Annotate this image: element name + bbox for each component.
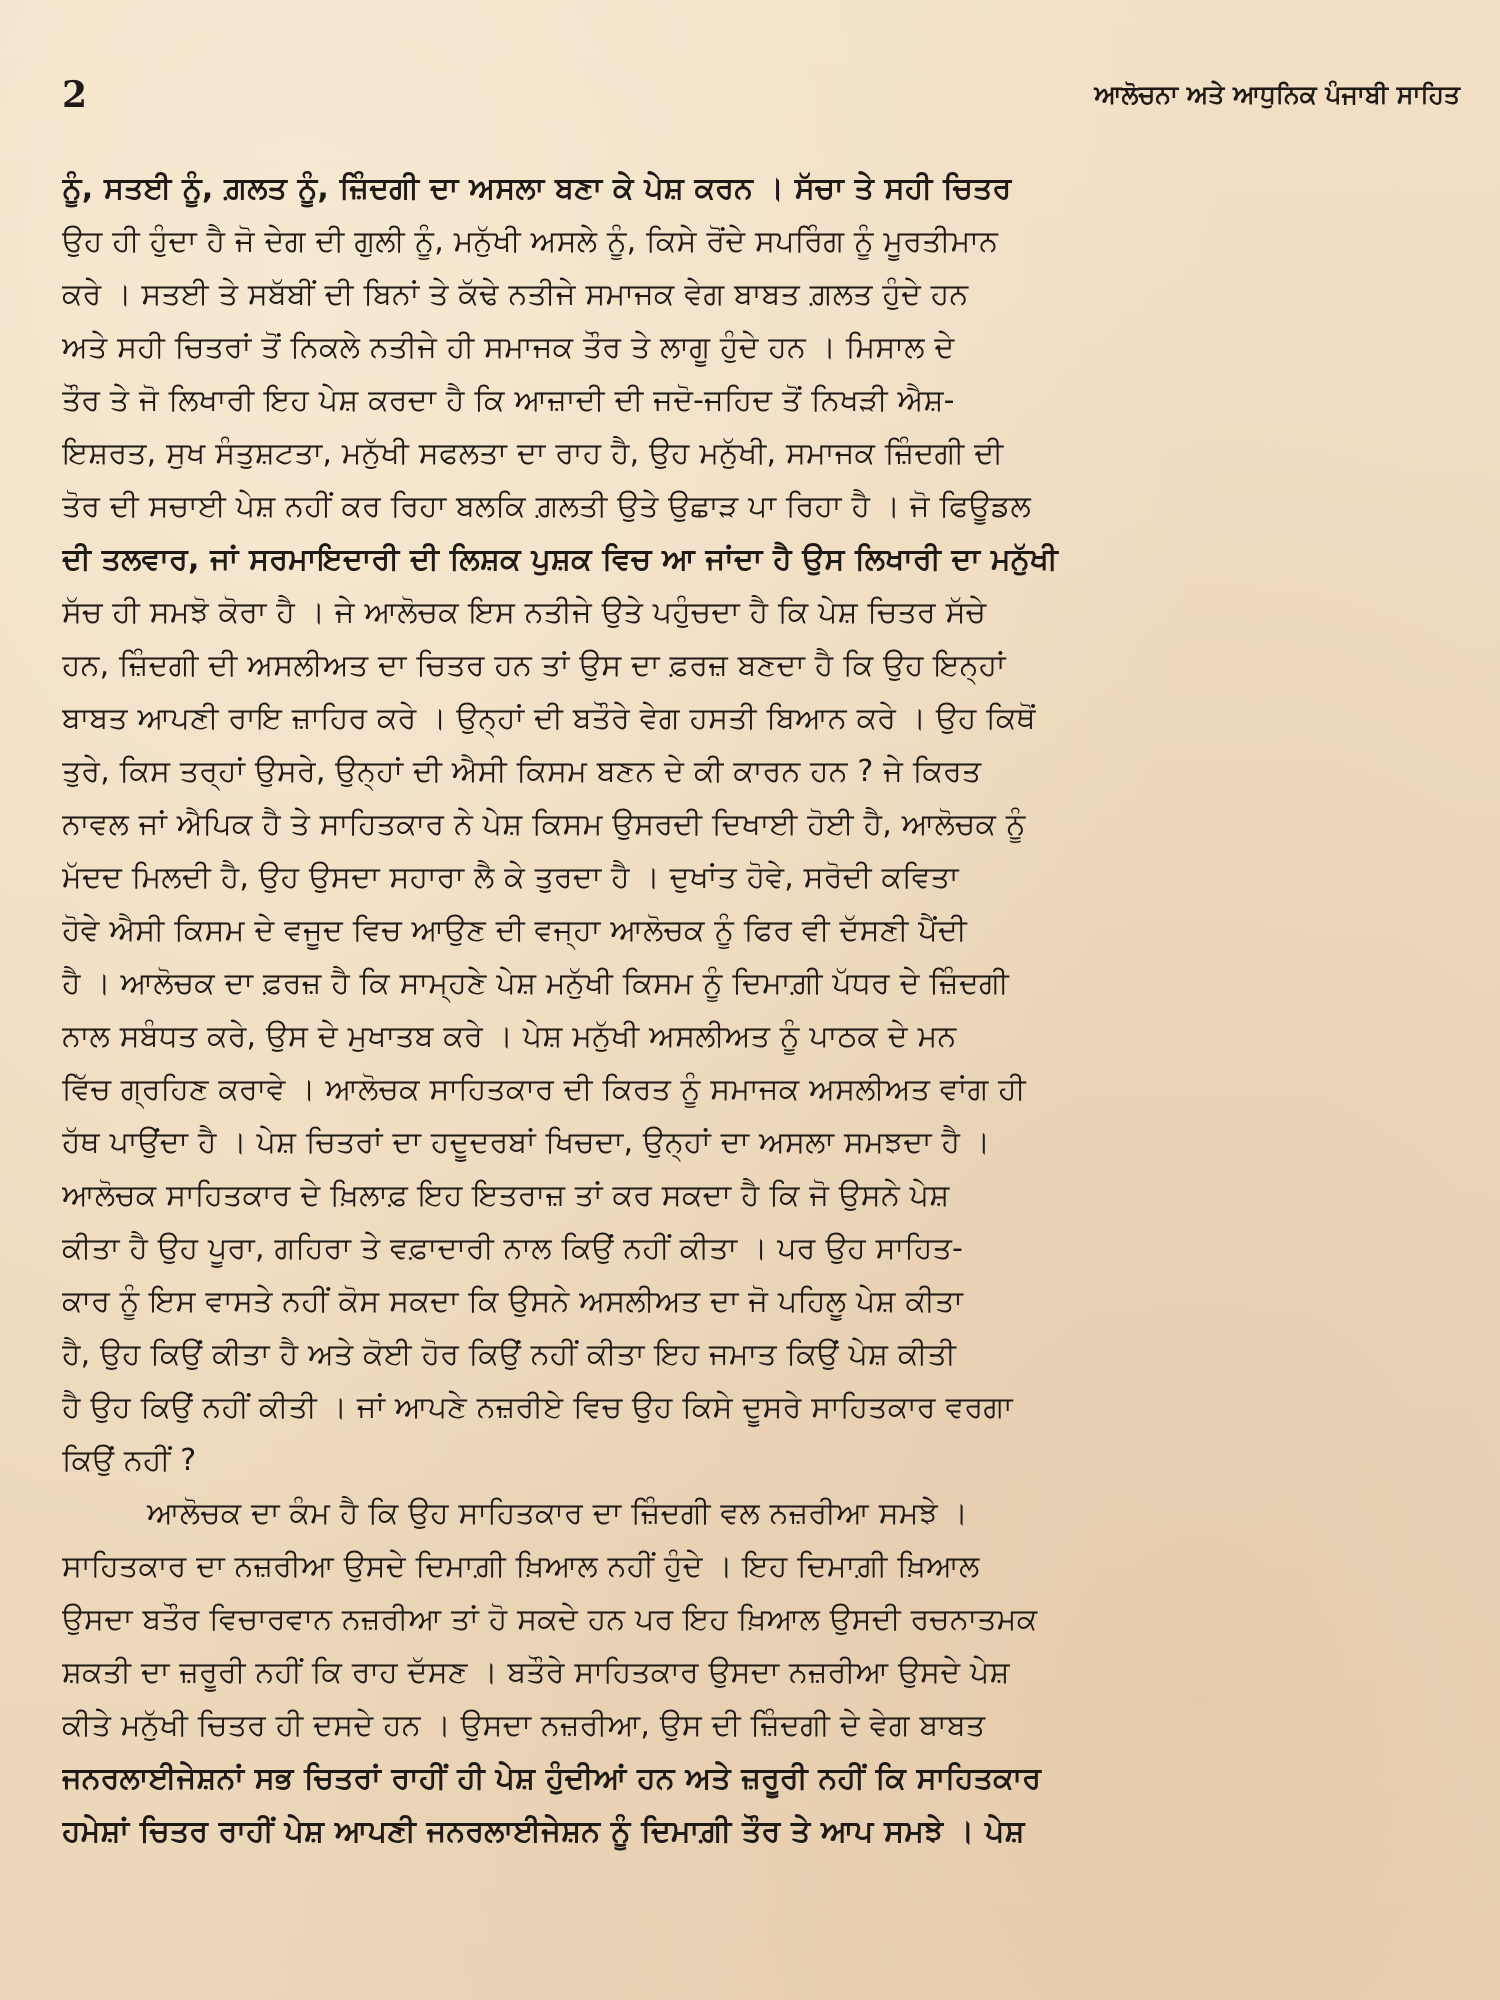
text-line: ਹੋਵੇ ਐਸੀ ਕਿਸਮ ਦੇ ਵਜੂਦ ਵਿਚ ਆਉਣ ਦੀ ਵਜ੍ਹਾ ਆਲੋਚਕ ਨੂੰ ਫਿਰ ਵੀ ਦੱਸਣੀ ਪੈਂਦੀ: [62, 913, 967, 948]
text-line: ਉਹ ਹੀ ਹੁੰਦਾ ਹੈ ਜੋ ਦੇਗ ਦੀ ਗੁਲੀ ਨੂੰ, ਮਨੁੱਖੀ ਅਸਲੇ ਨੂੰ, ਕਿਸੇ ਰੋਂਦੇ ਸਪਰਿੰਗ ਨੂੰ ਮੂਰਤੀਮਾਨ: [62, 224, 999, 259]
text-line: ਬਾਬਤ ਆਪਣੀ ਰਾਇ ਜ਼ਾਹਿਰ ਕਰੇ । ਉਨ੍ਹਾਂ ਦੀ ਬਤੌਰੇ ਵੇਗ ਹਸਤੀ ਬਿਆਨ ਕਰੇ । ਉਹ ਕਿਥੋਂ: [62, 701, 1036, 736]
text-line: ਇਸ਼ਰਤ, ਸੁਖ ਸੰਤੁਸ਼ਟਤਾ, ਮਨੁੱਖੀ ਸਫਲਤਾ ਦਾ ਰਾਹ ਹੈ, ਉਹ ਮਨੁੱਖੀ, ਸਮਾਜਕ ਜ਼ਿੰਦਗੀ ਦੀ: [62, 436, 1004, 471]
text-line: ਆਲੋਚਕ ਦਾ ਕੰਮ ਹੈ ਕਿ ਉਹ ਸਾਹਿਤਕਾਰ ਦਾ ਜ਼ਿੰਦਗੀ ਵਲ ਨਜ਼ਰੀਆ ਸਮਝੇ ।: [147, 1496, 969, 1531]
text-line: ਹਮੇਸ਼ਾਂ ਚਿਤਰ ਰਾਹੀਂ ਪੇਸ਼ ਆਪਣੀ ਜਨਰਲਾਈਜੇਸ਼ਨ ਨੂੰ ਦਿਮਾਗ਼ੀ ਤੌਰ ਤੇ ਆਪ ਸਮਝੇ । ਪੇਸ਼: [62, 1814, 1025, 1849]
text-line: ਤੋਰ ਦੀ ਸਚਾਈ ਪੇਸ਼ ਨਹੀਂ ਕਰ ਰਿਹਾ ਬਲਕਿ ਗ਼ਲਤੀ ਉਤੇ ਉਛਾੜ ਪਾ ਰਿਹਾ ਹੈ । ਜੋ ਫਿਊਡਲ: [62, 489, 1031, 524]
running-title: ਆਲੋਚਨਾ ਅਤੇ ਆਧੁਨਿਕ ਪੰਜਾਬੀ ਸਾਹਿਤ: [1094, 80, 1460, 109]
text-line: ਮੱਦਦ ਮਿਲਦੀ ਹੈ, ਉਹ ਉਸਦਾ ਸਹਾਰਾ ਲੈ ਕੇ ਤੁਰਦਾ ਹੈ । ਦੁਖਾਂਤ ਹੋਵੇ, ਸਰੋਦੀ ਕਵਿਤਾ: [62, 860, 959, 895]
text-line: ਹੈ । ਆਲੋਚਕ ਦਾ ਫ਼ਰਜ਼ ਹੈ ਕਿ ਸਾਮ੍ਹਣੇ ਪੇਸ਼ ਮਨੁੱਖੀ ਕਿਸਮ ਨੂੰ ਦਿਮਾਗ਼ੀ ਪੱਧਰ ਦੇ ਜ਼ਿੰਦਗੀ: [62, 966, 1009, 1001]
text-line: ਜਨਰਲਾਈਜੇਸ਼ਨਾਂ ਸਭ ਚਿਤਰਾਂ ਰਾਹੀਂ ਹੀ ਪੇਸ਼ ਹੁੰਦੀਆਂ ਹਨ ਅਤੇ ਜ਼ਰੂਰੀ ਨਹੀਂ ਕਿ ਸਾਹਿਤਕਾਰ: [62, 1761, 1042, 1796]
text-line: ਸਾਹਿਤਕਾਰ ਦਾ ਨਜ਼ਰੀਆ ਉਸਦੇ ਦਿਮਾਗ਼ੀ ਖ਼ਿਆਲ ਨਹੀਂ ਹੁੰਦੇ । ਇਹ ਦਿਮਾਗ਼ੀ ਖ਼ਿਆਲ: [62, 1549, 980, 1584]
text-line: ਅਤੇ ਸਹੀ ਚਿਤਰਾਂ ਤੋਂ ਨਿਕਲੇ ਨਤੀਜੇ ਹੀ ਸਮਾਜਕ ਤੌਰ ਤੇ ਲਾਗੂ ਹੁੰਦੇ ਹਨ । ਮਿਸਾਲ ਦੇ: [62, 330, 955, 365]
text-line: ਵਿੱਚ ਗ੍ਰਹਿਣ ਕਰਾਵੇ । ਆਲੋਚਕ ਸਾਹਿਤਕਾਰ ਦੀ ਕਿਰਤ ਨੂੰ ਸਮਾਜਕ ਅਸਲੀਅਤ ਵਾਂਗ ਹੀ: [62, 1072, 1026, 1107]
text-line: ਹੱਥ ਪਾਉਂਦਾ ਹੈ । ਪੇਸ਼ ਚਿਤਰਾਂ ਦਾ ਹਦੂਦਰਬਾਂ ਖਿਚਦਾ, ਉਨ੍ਹਾਂ ਦਾ ਅਸਲਾ ਸਮਝਦਾ ਹੈ ।: [62, 1125, 991, 1160]
text-line: ਹੈ ਉਹ ਕਿਉਂ ਨਹੀਂ ਕੀਤੀ । ਜਾਂ ਆਪਣੇ ਨਜ਼ਰੀਏ ਵਿਚ ਉਹ ਕਿਸੇ ਦੂਸਰੇ ਸਾਹਿਤਕਾਰ ਵਰਗਾ: [62, 1390, 1013, 1425]
body-text: [62, 162, 1462, 1858]
text-line: ਨਾਲ ਸਬੰਧਤ ਕਰੇ, ਉਸ ਦੇ ਮੁਖਾਤਬ ਕਰੇ । ਪੇਸ਼ ਮਨੁੱਖੀ ਅਸਲੀਅਤ ਨੂੰ ਪਾਠਕ ਦੇ ਮਨ: [62, 1019, 957, 1054]
text-line: ਕਾਰ ਨੂੰ ਇਸ ਵਾਸਤੇ ਨਹੀਂ ਕੋਸ ਸਕਦਾ ਕਿ ਉਸਨੇ ਅਸਲੀਅਤ ਦਾ ਜੋ ਪਹਿਲੂ ਪੇਸ਼ ਕੀਤਾ: [62, 1284, 964, 1319]
text-line: ਆਲੋਚਕ ਸਾਹਿਤਕਾਰ ਦੇ ਖ਼ਿਲਾਫ਼ ਇਹ ਇਤਰਾਜ਼ ਤਾਂ ਕਰ ਸਕਦਾ ਹੈ ਕਿ ਜੋ ਉਸਨੇ ਪੇਸ਼: [62, 1178, 950, 1213]
text-line: ਕਿਉਂ ਨਹੀਂ ?: [62, 1443, 197, 1478]
text-line: ਕੀਤਾ ਹੈ ਉਹ ਪੂਰਾ, ਗਹਿਰਾ ਤੇ ਵਫ਼ਾਦਾਰੀ ਨਾਲ ਕਿਉਂ ਨਹੀਂ ਕੀਤਾ । ਪਰ ਉਹ ਸਾਹਿਤ-: [62, 1231, 964, 1266]
text-line: ਤੌਰ ਤੇ ਜੋ ਲਿਖਾਰੀ ਇਹ ਪੇਸ਼ ਕਰਦਾ ਹੈ ਕਿ ਆਜ਼ਾਦੀ ਦੀ ਜਦੋ-ਜਹਿਦ ਤੋਂ ਨਿਖੜੀ ਐਸ਼-: [62, 383, 955, 418]
text-line: ਨਾਵਲ ਜਾਂ ਐਪਿਕ ਹੈ ਤੇ ਸਾਹਿਤਕਾਰ ਨੇ ਪੇਸ਼ ਕਿਸਮ ਉਸਰਦੀ ਦਿਖਾਈ ਹੋਈ ਹੈ, ਆਲੋਚਕ ਨੂੰ: [62, 807, 1026, 842]
text-line: ਕਰੇ । ਸਤਈ ਤੇ ਸਬੱਬੀਂ ਦੀ ਬਿਨਾਂ ਤੇ ਕੱਢੇ ਨਤੀਜੇ ਸਮਾਜਕ ਵੇਗ ਬਾਬਤ ਗ਼ਲਤ ਹੁੰਦੇ ਹਨ: [62, 277, 969, 312]
text-line: ਹੈ, ਉਹ ਕਿਉਂ ਕੀਤਾ ਹੈ ਅਤੇ ਕੋਈ ਹੋਰ ਕਿਉਂ ਨਹੀਂ ਕੀਤਾ ਇਹ ਜਮਾਤ ਕਿਉਂ ਪੇਸ਼ ਕੀਤੀ: [62, 1337, 957, 1372]
text-line: ਸੱਚ ਹੀ ਸਮਝੋ ਕੋਰਾ ਹੈ । ਜੇ ਆਲੋਚਕ ਇਸ ਨਤੀਜੇ ਉਤੇ ਪਹੁੰਚਦਾ ਹੈ ਕਿ ਪੇਸ਼ ਚਿਤਰ ਸੱਚੇ: [62, 595, 987, 630]
page-number: 2: [62, 74, 88, 116]
text-line: ਤੁਰੇ, ਕਿਸ ਤਰ੍ਹਾਂ ਉਸਰੇ, ਉਨ੍ਹਾਂ ਦੀ ਐਸੀ ਕਿਸਮ ਬਣਨ ਦੇ ਕੀ ਕਾਰਨ ਹਨ ? ਜੇ ਕਿਰਤ: [62, 754, 982, 789]
text-line: ਦੀ ਤਲਵਾਰ, ਜਾਂ ਸਰਮਾਇਦਾਰੀ ਦੀ ਲਿਸ਼ਕ ਪੁਸ਼ਕ ਵਿਚ ਆ ਜਾਂਦਾ ਹੈ ਉਸ ਲਿਖਾਰੀ ਦਾ ਮਨੁੱਖੀ: [62, 542, 1058, 577]
text-line: ਨੂੰ, ਸਤਈ ਨੂੰ, ਗ਼ਲਤ ਨੂੰ, ਜ਼ਿੰਦਗੀ ਦਾ ਅਸਲਾ ਬਣਾ ਕੇ ਪੇਸ਼ ਕਰਨ । ਸੱਚਾ ਤੇ ਸਹੀ ਚਿਤਰ: [62, 171, 1012, 206]
page-header: [62, 70, 1460, 120]
text-line: ਸ਼ਕਤੀ ਦਾ ਜ਼ਰੂਰੀ ਨਹੀਂ ਕਿ ਰਾਹ ਦੱਸਣ । ਬਤੌਰੇ ਸਾਹਿਤਕਾਰ ਉਸਦਾ ਨਜ਼ਰੀਆ ਉਸਦੇ ਪੇਸ਼: [62, 1655, 1010, 1690]
text-line: ਉਸਦਾ ਬਤੌਰ ਵਿਚਾਰਵਾਨ ਨਜ਼ਰੀਆ ਤਾਂ ਹੋ ਸਕਦੇ ਹਨ ਪਰ ਇਹ ਖ਼ਿਆਲ ਉਸਦੀ ਰਚਨਾਤਮਕ: [62, 1602, 1038, 1637]
text-line: ਹਨ, ਜ਼ਿੰਦਗੀ ਦੀ ਅਸਲੀਅਤ ਦਾ ਚਿਤਰ ਹਨ ਤਾਂ ਉਸ ਦਾ ਫ਼ਰਜ਼ ਬਣਦਾ ਹੈ ਕਿ ਉਹ ਇਨ੍ਹਾਂ: [62, 648, 1006, 683]
text-line: ਕੀਤੇ ਮਨੁੱਖੀ ਚਿਤਰ ਹੀ ਦਸਦੇ ਹਨ । ਉਸਦਾ ਨਜ਼ਰੀਆ, ਉਸ ਦੀ ਜ਼ਿੰਦਗੀ ਦੇ ਵੇਗ ਬਾਬਤ: [62, 1708, 986, 1743]
